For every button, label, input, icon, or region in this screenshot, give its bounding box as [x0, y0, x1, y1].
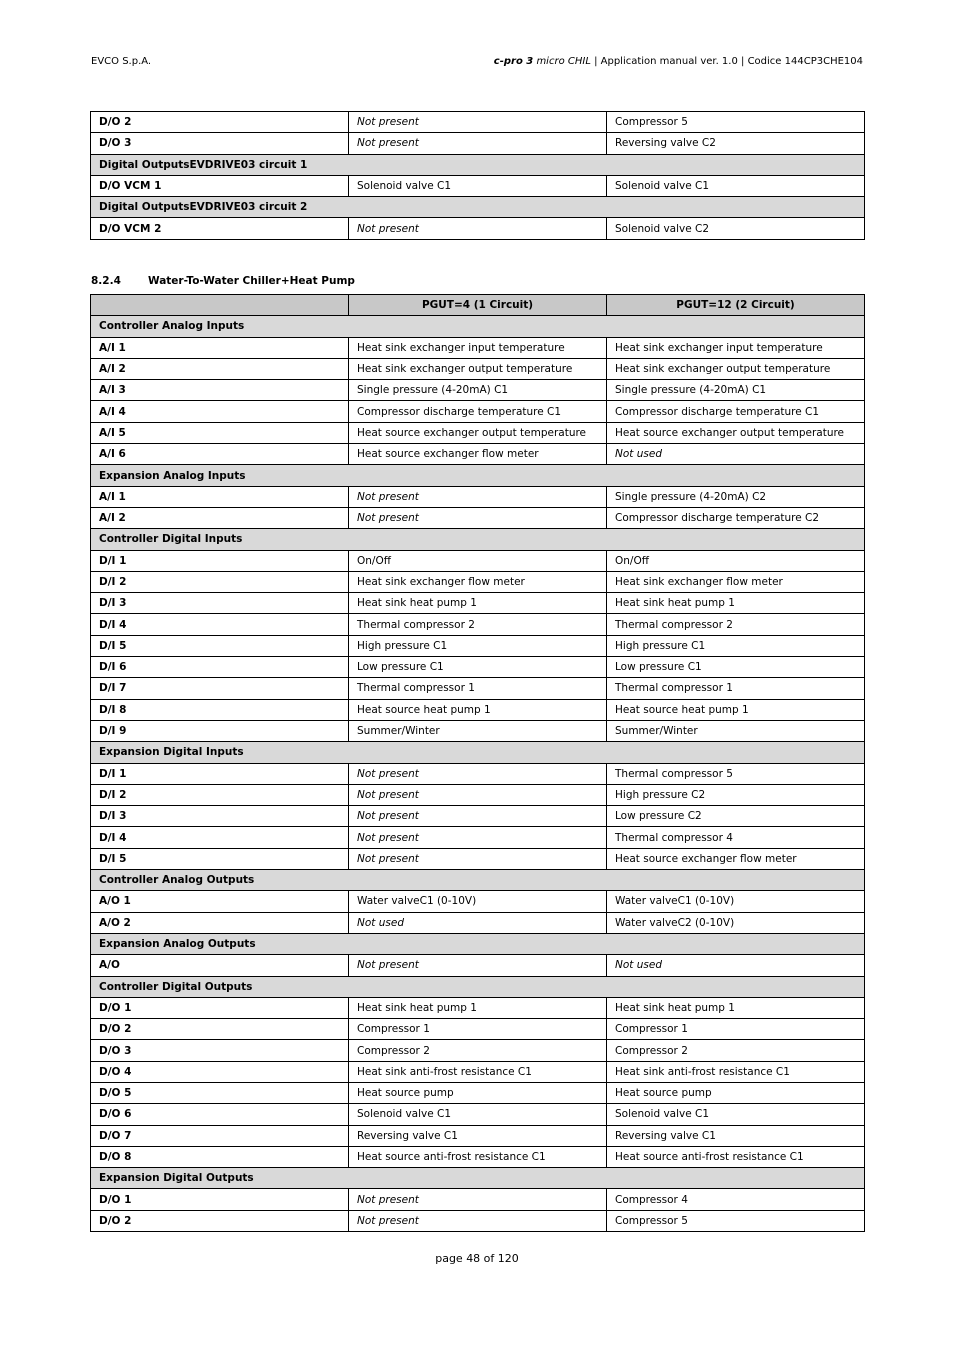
table-row	[91, 133, 865, 154]
io-code: D/O 6	[91, 1104, 349, 1125]
col3-value: Heat sink exchanger output temperature	[607, 358, 865, 379]
io-code: D/I 5	[91, 848, 349, 869]
section-label: Digital OutputsEVDRIVE03 circuit 1	[91, 154, 865, 175]
col3-value: Heat sink anti-frost resistance C1	[607, 1061, 865, 1082]
io-code: D/O VCM 1	[91, 175, 349, 196]
col3-value: Thermal compressor 2	[607, 614, 865, 635]
io-code: D/O 3	[91, 133, 349, 154]
table-row	[91, 635, 865, 656]
col2-value: Heat source pump	[349, 1082, 607, 1103]
col3-value: Compressor discharge temperature C1	[607, 401, 865, 422]
col3-value: Reversing valve C2	[607, 133, 865, 154]
col3-value: Heat sink exchanger flow meter	[607, 571, 865, 592]
io-code: A/I 6	[91, 444, 349, 465]
section-row	[91, 933, 865, 954]
table-row	[91, 444, 865, 465]
table-row	[91, 891, 865, 912]
col3-value: Solenoid valve C2	[607, 218, 865, 239]
io-code: D/O 7	[91, 1125, 349, 1146]
col2-value: Low pressure C1	[349, 657, 607, 678]
section-label: Expansion Analog Inputs	[91, 465, 865, 486]
section-label: Expansion Analog Outputs	[91, 933, 865, 954]
col3-value: Compressor discharge temperature C2	[607, 507, 865, 528]
table-row	[91, 657, 865, 678]
header-doc-info	[494, 56, 863, 67]
col2-value: Heat sink anti-frost resistance C1	[349, 1061, 607, 1082]
table-row	[91, 401, 865, 422]
io-code: D/I 4	[91, 827, 349, 848]
col2-value: Heat source exchanger output temperature	[349, 422, 607, 443]
io-table-continued-body	[91, 112, 865, 240]
table-row	[91, 827, 865, 848]
section-label: Controller Digital Outputs	[91, 976, 865, 997]
io-code: A/I 1	[91, 486, 349, 507]
col3-value: Low pressure C2	[607, 806, 865, 827]
col2-value: Heat sink heat pump 1	[349, 593, 607, 614]
table-row	[91, 912, 865, 933]
col2-value: Not present	[349, 848, 607, 869]
io-code: A/O 1	[91, 891, 349, 912]
col2-value: Solenoid valve C1	[349, 175, 607, 196]
col3-value: Single pressure (4-20mA) C2	[607, 486, 865, 507]
col3-value: Heat sink heat pump 1	[607, 997, 865, 1018]
io-code: D/I 8	[91, 699, 349, 720]
col2-value: Not present	[349, 955, 607, 976]
io-code: D/O 4	[91, 1061, 349, 1082]
section-label: Controller Analog Outputs	[91, 870, 865, 891]
table-row	[91, 358, 865, 379]
header-product-sub: micro CHIL	[533, 56, 591, 67]
col3-value: Heat source pump	[607, 1082, 865, 1103]
col2-value: Compressor 1	[349, 1019, 607, 1040]
section-label: Expansion Digital Outputs	[91, 1168, 865, 1189]
col3-value: Not used	[607, 955, 865, 976]
io-code: D/O 3	[91, 1040, 349, 1061]
col2-value: Not present	[349, 1189, 607, 1210]
col3-value: Thermal compressor 4	[607, 827, 865, 848]
col2-value: Not used	[349, 912, 607, 933]
col3-value: Low pressure C1	[607, 657, 865, 678]
col2-value: Not present	[349, 486, 607, 507]
table-row	[91, 550, 865, 571]
io-code: A/I 5	[91, 422, 349, 443]
col2-value: Compressor 2	[349, 1040, 607, 1061]
table-row	[91, 1104, 865, 1125]
io-code: D/I 2	[91, 784, 349, 805]
io-code: D/I 1	[91, 763, 349, 784]
column-header-io	[91, 295, 349, 316]
col2-value: Not present	[349, 784, 607, 805]
col3-value: Water valveC1 (0-10V)	[607, 891, 865, 912]
io-code: D/O 8	[91, 1146, 349, 1167]
table-row	[91, 486, 865, 507]
col3-value: Not used	[607, 444, 865, 465]
table-row	[91, 1019, 865, 1040]
table-row	[91, 1061, 865, 1082]
section-label: Controller Digital Inputs	[91, 529, 865, 550]
col3-value: Heat source anti-frost resistance C1	[607, 1146, 865, 1167]
col3-value: Compressor 1	[607, 1019, 865, 1040]
page-number: page 48 of 120	[435, 1252, 519, 1265]
col3-value: Compressor 5	[607, 1210, 865, 1231]
table-row	[91, 678, 865, 699]
col2-value: Water valveC1 (0-10V)	[349, 891, 607, 912]
col2-value: Summer/Winter	[349, 720, 607, 741]
section-heading	[91, 275, 355, 287]
table-row	[91, 337, 865, 358]
table-row	[91, 571, 865, 592]
table-row	[91, 507, 865, 528]
col3-value: Compressor 2	[607, 1040, 865, 1061]
table-row	[91, 1125, 865, 1146]
col2-value: Not present	[349, 112, 607, 133]
io-table-continued	[90, 111, 865, 240]
io-table-body	[91, 316, 865, 1232]
io-code: D/I 5	[91, 635, 349, 656]
table-row	[91, 1040, 865, 1061]
table-row	[91, 112, 865, 133]
col2-value: Reversing valve C1	[349, 1125, 607, 1146]
io-code: D/O 1	[91, 997, 349, 1018]
section-number: 8.2.4	[91, 275, 121, 287]
header-product: c-pro 3	[493, 56, 534, 67]
col2-value: Not present	[349, 806, 607, 827]
io-code: D/O VCM 2	[91, 218, 349, 239]
io-code: D/I 3	[91, 806, 349, 827]
io-code: D/O 5	[91, 1082, 349, 1103]
col3-value: Compressor 4	[607, 1189, 865, 1210]
table-row	[91, 955, 865, 976]
io-code: A/I 1	[91, 337, 349, 358]
col2-value: Not present	[349, 133, 607, 154]
table-row	[91, 422, 865, 443]
table-row	[91, 1189, 865, 1210]
header-company: EVCO S.p.A.	[91, 56, 152, 67]
table-row	[91, 593, 865, 614]
col3-value: Heat sink exchanger input temperature	[607, 337, 865, 358]
col3-value: Compressor 5	[607, 112, 865, 133]
col2-value: Heat source anti-frost resistance C1	[349, 1146, 607, 1167]
io-code: D/O 2	[91, 1210, 349, 1231]
col3-value: Heat sink heat pump 1	[607, 593, 865, 614]
table-row	[91, 997, 865, 1018]
col2-value: Heat source exchanger flow meter	[349, 444, 607, 465]
col3-value: Single pressure (4-20mA) C1	[607, 380, 865, 401]
io-code: D/O 1	[91, 1189, 349, 1210]
io-code: D/I 4	[91, 614, 349, 635]
table-row	[91, 1082, 865, 1103]
io-code: A/I 4	[91, 401, 349, 422]
table-row	[91, 848, 865, 869]
col3-value: Water valveC2 (0-10V)	[607, 912, 865, 933]
col2-value: Heat sink exchanger output temperature	[349, 358, 607, 379]
io-code: A/I 2	[91, 507, 349, 528]
table-row	[91, 614, 865, 635]
col2-value: Thermal compressor 1	[349, 678, 607, 699]
header-doc-details: | Application manual ver. 1.0 | Codice 144CP3CHE104	[590, 56, 863, 67]
table-row	[91, 763, 865, 784]
col2-value: Heat sink exchanger input temperature	[349, 337, 607, 358]
io-table-header	[91, 295, 865, 316]
col2-value: On/Off	[349, 550, 607, 571]
col3-value: Reversing valve C1	[607, 1125, 865, 1146]
col3-value: High pressure C1	[607, 635, 865, 656]
io-code: A/O	[91, 955, 349, 976]
io-code: D/O 2	[91, 1019, 349, 1040]
col3-value: Heat source exchanger flow meter	[607, 848, 865, 869]
section-row	[91, 870, 865, 891]
col3-value: High pressure C2	[607, 784, 865, 805]
io-table-water-to-water	[90, 294, 865, 1232]
io-code: D/I 3	[91, 593, 349, 614]
table-row	[91, 699, 865, 720]
col2-value: Thermal compressor 2	[349, 614, 607, 635]
col3-value: Solenoid valve C1	[607, 175, 865, 196]
col2-value: High pressure C1	[349, 635, 607, 656]
section-title: Water-To-Water Chiller+Heat Pump	[148, 275, 355, 287]
column-header-pgut12: PGUT=12 (2 Circuit)	[607, 295, 865, 316]
section-row	[91, 976, 865, 997]
col2-value: Single pressure (4-20mA) C1	[349, 380, 607, 401]
section-row	[91, 197, 865, 218]
col3-value: Thermal compressor 1	[607, 678, 865, 699]
io-code: D/I 2	[91, 571, 349, 592]
col3-value: Thermal compressor 5	[607, 763, 865, 784]
section-row	[91, 316, 865, 337]
col2-value: Compressor discharge temperature C1	[349, 401, 607, 422]
col3-value: On/Off	[607, 550, 865, 571]
section-label: Digital OutputsEVDRIVE03 circuit 2	[91, 197, 865, 218]
col2-value: Not present	[349, 763, 607, 784]
io-code: D/I 6	[91, 657, 349, 678]
section-row	[91, 1168, 865, 1189]
section-label: Controller Analog Inputs	[91, 316, 865, 337]
table-row	[91, 175, 865, 196]
col2-value: Heat source heat pump 1	[349, 699, 607, 720]
col3-value: Summer/Winter	[607, 720, 865, 741]
table-row	[91, 380, 865, 401]
col2-value: Heat sink exchanger flow meter	[349, 571, 607, 592]
col3-value: Heat source heat pump 1	[607, 699, 865, 720]
col2-value: Not present	[349, 218, 607, 239]
table-row	[91, 720, 865, 741]
col2-value: Not present	[349, 507, 607, 528]
col2-value: Not present	[349, 827, 607, 848]
section-row	[91, 154, 865, 175]
column-header-pgut4: PGUT=4 (1 Circuit)	[349, 295, 607, 316]
io-code: D/I 1	[91, 550, 349, 571]
io-code: A/O 2	[91, 912, 349, 933]
io-code: D/I 7	[91, 678, 349, 699]
section-row	[91, 465, 865, 486]
table-row	[91, 218, 865, 239]
section-row	[91, 742, 865, 763]
table-row	[91, 1210, 865, 1231]
table-row	[91, 806, 865, 827]
col3-value: Solenoid valve C1	[607, 1104, 865, 1125]
table-header-row	[91, 295, 865, 316]
col2-value: Not present	[349, 1210, 607, 1231]
io-code: A/I 2	[91, 358, 349, 379]
col2-value: Solenoid valve C1	[349, 1104, 607, 1125]
io-code: D/O 2	[91, 112, 349, 133]
table-row	[91, 784, 865, 805]
io-code: D/I 9	[91, 720, 349, 741]
section-label: Expansion Digital Inputs	[91, 742, 865, 763]
col2-value: Heat sink heat pump 1	[349, 997, 607, 1018]
col3-value: Heat source exchanger output temperature	[607, 422, 865, 443]
section-row	[91, 529, 865, 550]
table-row	[91, 1146, 865, 1167]
io-code: A/I 3	[91, 380, 349, 401]
